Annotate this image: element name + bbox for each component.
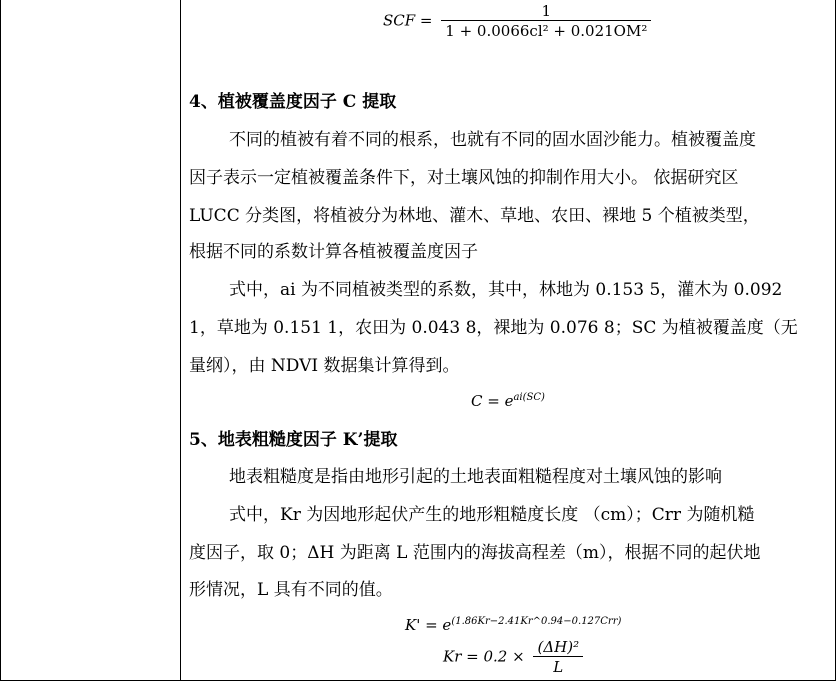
section4-p1-line2: 因子表示一定植被覆盖条件下，对土壤风蚀的抑制作用大小。 依据研究区 [189,168,739,188]
k-formula-base: K' = e [405,616,452,634]
section4-p1-line4: 根据不同的系数计算各植被覆盖度因子 [189,242,478,262]
c-formula [471,392,545,410]
section4-p2-line1: 式中，ai 为不同植被类型的系数，其中，林地为 0.153 5，灌木为 0.092 [229,280,783,300]
scf-numerator: 1 [541,2,552,20]
section4-p1-line3: LUCC 分类图，将植被分为林地、灌木、草地、农田、裸地 5 个植被类型， [189,206,760,226]
section4-p2-line3: 量纲），由 NDVI 数据集计算得到。 [189,356,460,376]
k-formula-exponent: (1.86Kr−2.41Kr^0.94−0.127Crr) [451,616,622,627]
scf-fraction [441,2,651,41]
section4-heading: 4、植被覆盖度因子 C 提取 [189,92,397,112]
section5-p2-line1: 式中，Kr 为因地形起伏产生的地形粗糙度长度 （cm）；Crr 为随机糙 [229,505,755,525]
section4-p1-line1: 不同的植被有着不同的根系，也就有不同的固水固沙能力。植被覆盖度 [229,130,756,150]
kr-numerator: (ΔH)² [537,638,580,656]
kr-formula [443,638,583,677]
scf-formula [383,2,651,41]
section5-p2-line3: 形情况，L 具有不同的值。 [189,580,393,600]
scf-denominator: 1 + 0.0066cl² + 0.021OM² [441,20,651,41]
kr-fraction [533,638,583,677]
section5-p2-line2: 度因子，取 0；ΔH 为距离 L 范围内的海拔高程差（m），根据不同的起伏地 [189,543,761,563]
k-formula [405,616,621,634]
kr-denominator: L [533,656,583,677]
kr-lhs: Kr = 0.2 × [443,647,525,666]
section4-p2-line2: 1，草地为 0.151 1，农田为 0.043 8，裸地为 0.076 8；SC 为植被覆盖度（无 [189,318,798,338]
c-formula-exponent: ai(SC) [513,392,545,403]
content-cell [181,0,835,681]
c-formula-base: C = e [471,392,514,410]
section5-heading: 5、地表粗糙度因子 K’提取 [189,430,398,450]
scf-lhs: SCF = [383,11,433,30]
section5-p1: 地表粗糙度是指由地形引起的土地表面粗糙程度对土壤风蚀的影响 [229,467,722,487]
